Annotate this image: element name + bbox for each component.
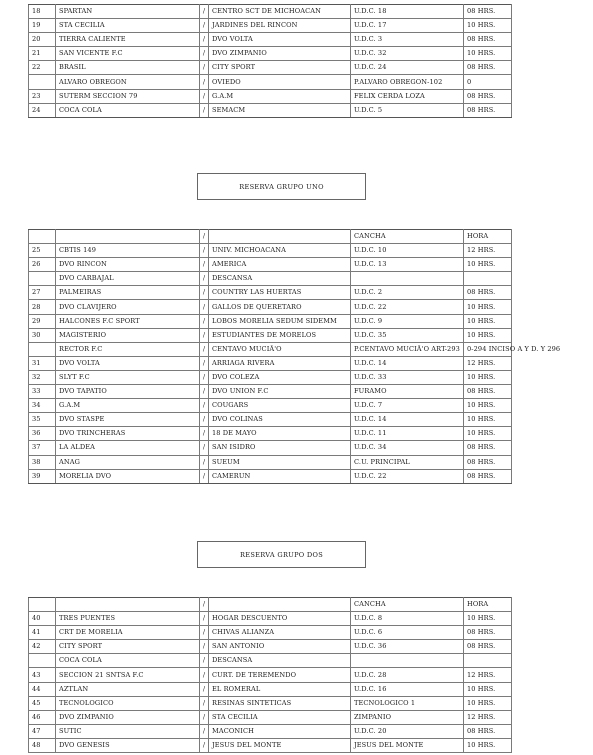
court: U.D.C. 13 xyxy=(351,258,464,272)
header-time: HORA xyxy=(464,598,512,612)
court: U.D.C. 16 xyxy=(351,682,464,696)
time: 10 HRS. xyxy=(464,314,512,328)
separator: / xyxy=(200,89,209,103)
match-number: 35 xyxy=(29,413,56,427)
table-row xyxy=(29,710,512,724)
time: 10 HRS. xyxy=(464,696,512,710)
home-team: CBTIS 149 xyxy=(56,244,200,258)
table-row xyxy=(29,385,512,399)
time: 10 HRS. xyxy=(464,427,512,441)
away-team: SAN ISIDRO xyxy=(209,441,351,455)
separator: / xyxy=(200,626,209,640)
time: 12 HRS. xyxy=(464,356,512,370)
time: 08 HRS. xyxy=(464,33,512,47)
match-number: 34 xyxy=(29,399,56,413)
table-row xyxy=(29,356,512,370)
time: 10 HRS. xyxy=(464,612,512,626)
home-team: SLYT F.C xyxy=(56,370,200,384)
away-team: RESINAS SINTETICAS xyxy=(209,696,351,710)
time: 0-294 INCISO A Y D. Y 296 xyxy=(464,342,512,356)
home-team: ANAG xyxy=(56,455,200,469)
time: 10 HRS. xyxy=(464,738,512,752)
home-team: SAN VICENTE F.C xyxy=(56,47,200,61)
table-row xyxy=(29,89,512,103)
court: U.D.C. 3 xyxy=(351,33,464,47)
table-row xyxy=(29,455,512,469)
court: U.D.C. 10 xyxy=(351,244,464,258)
separator: / xyxy=(200,612,209,626)
time: 08 HRS. xyxy=(464,455,512,469)
table-row xyxy=(29,75,512,89)
schedule-table-reserva-uno xyxy=(28,229,561,484)
match-number: 26 xyxy=(29,258,56,272)
home-team: LA ALDEA xyxy=(56,441,200,455)
match-number: 19 xyxy=(29,19,56,33)
home-team: DVO VOLTA xyxy=(56,356,200,370)
away-team: 18 DE MAYO xyxy=(209,427,351,441)
separator: / xyxy=(200,682,209,696)
away-team: CAMERUN xyxy=(209,469,351,483)
home-team: CRT DE MORELIA xyxy=(56,626,200,640)
table-row xyxy=(29,626,512,640)
away-team: SAN ANTONIO xyxy=(209,640,351,654)
match-number xyxy=(29,342,56,356)
table-row xyxy=(29,328,512,342)
table-row xyxy=(29,640,512,654)
header-number xyxy=(29,598,56,612)
time: 10 HRS. xyxy=(464,328,512,342)
home-team: RECTOR F.C xyxy=(56,342,200,356)
schedule-table-reserva-dos xyxy=(28,597,512,753)
time: 08 HRS. xyxy=(464,89,512,103)
away-team: SEMACM xyxy=(209,103,351,117)
match-number: 24 xyxy=(29,103,56,117)
court xyxy=(351,654,464,668)
away-team: CITY SPORT xyxy=(209,61,351,75)
court: P.CENTAVO MUCIÃ'O ART-293 xyxy=(351,342,464,356)
court: U.D.C. 34 xyxy=(351,441,464,455)
header-court: CANCHA xyxy=(351,230,464,244)
match-number: 42 xyxy=(29,640,56,654)
home-team: SECCION 21 SNTSA F.C xyxy=(56,668,200,682)
table-row xyxy=(29,399,512,413)
home-team: DVO TAPATIO xyxy=(56,385,200,399)
match-number: 29 xyxy=(29,314,56,328)
home-team: AZTLAN xyxy=(56,682,200,696)
match-number xyxy=(29,75,56,89)
match-number: 30 xyxy=(29,328,56,342)
separator: / xyxy=(200,654,209,668)
home-team: COCA COLA xyxy=(56,654,200,668)
match-number: 22 xyxy=(29,61,56,75)
separator: / xyxy=(200,710,209,724)
separator: / xyxy=(200,75,209,89)
time: 08 HRS. xyxy=(464,385,512,399)
time: 12 HRS. xyxy=(464,244,512,258)
table-row xyxy=(29,61,512,75)
separator: / xyxy=(200,258,209,272)
court: P.ALVARO OBREGON-102 xyxy=(351,75,464,89)
table-row xyxy=(29,427,512,441)
table-row xyxy=(29,682,512,696)
away-team: DVO COLEZA xyxy=(209,370,351,384)
table-row xyxy=(29,612,512,626)
court: U.D.C. 36 xyxy=(351,640,464,654)
home-team: MAGISTERIO xyxy=(56,328,200,342)
court: JESUS DEL MONTE xyxy=(351,738,464,752)
table-row xyxy=(29,47,512,61)
court xyxy=(351,272,464,286)
away-team: OVIEDO xyxy=(209,75,351,89)
table-row xyxy=(29,469,512,483)
home-team: TECNOLOGICO xyxy=(56,696,200,710)
match-number: 48 xyxy=(29,738,56,752)
separator: / xyxy=(200,328,209,342)
section-title-text: RESERVA GRUPO DOS xyxy=(239,550,324,559)
separator: / xyxy=(200,61,209,75)
time: 10 HRS. xyxy=(464,413,512,427)
time: 12 HRS. xyxy=(464,668,512,682)
table-row xyxy=(29,696,512,710)
home-team: ALVARO OBREGON xyxy=(56,75,200,89)
match-number: 31 xyxy=(29,356,56,370)
match-number: 23 xyxy=(29,89,56,103)
court: U.D.C. 28 xyxy=(351,668,464,682)
separator: / xyxy=(200,356,209,370)
table-row xyxy=(29,370,512,384)
header-time: HORA xyxy=(464,230,512,244)
match-number: 41 xyxy=(29,626,56,640)
separator: / xyxy=(200,286,209,300)
schedule-table-reserva-uno-body xyxy=(29,230,561,484)
away-team: CHIVAS ALIANZA xyxy=(209,626,351,640)
time: 10 HRS. xyxy=(464,682,512,696)
time: 08 HRS. xyxy=(464,469,512,483)
time: 08 HRS. xyxy=(464,286,512,300)
table-row xyxy=(29,19,512,33)
court: U.D.C. 9 xyxy=(351,314,464,328)
court: ZIMPANIO xyxy=(351,710,464,724)
table-row xyxy=(29,738,512,752)
away-team: DVO VOLTA xyxy=(209,33,351,47)
away-team: DVO COLINAS xyxy=(209,413,351,427)
away-team: UNIV. MICHOACANA xyxy=(209,244,351,258)
court: U.D.C. 11 xyxy=(351,427,464,441)
separator: / xyxy=(200,413,209,427)
separator: / xyxy=(200,342,209,356)
match-number: 45 xyxy=(29,696,56,710)
match-number: 47 xyxy=(29,724,56,738)
time: 08 HRS. xyxy=(464,5,512,19)
section-title-text: RESERVA GRUPO UNO xyxy=(239,182,324,191)
table-row xyxy=(29,654,512,668)
time: 10 HRS. xyxy=(464,399,512,413)
home-team: COCA COLA xyxy=(56,103,200,117)
time xyxy=(464,272,512,286)
away-team: DVO ZIMPANIO xyxy=(209,47,351,61)
away-team: SUEUM xyxy=(209,455,351,469)
home-team: DVO CARBAJAL xyxy=(56,272,200,286)
match-number xyxy=(29,654,56,668)
away-team: EL ROMERAL xyxy=(209,682,351,696)
table-row xyxy=(29,272,512,286)
home-team: TIERRA CALIENTE xyxy=(56,33,200,47)
header-away xyxy=(209,230,351,244)
away-team: STA CECILIA xyxy=(209,710,351,724)
home-team: DVO RINCON xyxy=(56,258,200,272)
away-team: DVO UNION F.C xyxy=(209,385,351,399)
match-number: 39 xyxy=(29,469,56,483)
time: 08 HRS. xyxy=(464,103,512,117)
away-team: ESTUDIANTES DE MORELOS xyxy=(209,328,351,342)
header-home xyxy=(56,230,200,244)
away-team: JARDINES DEL RINCON xyxy=(209,19,351,33)
time: 12 HRS. xyxy=(464,710,512,724)
home-team: CITY SPORT xyxy=(56,640,200,654)
away-team: HOGAR DESCUENTO xyxy=(209,612,351,626)
time: 10 HRS. xyxy=(464,370,512,384)
home-team: MORELIA DVO xyxy=(56,469,200,483)
separator: / xyxy=(200,427,209,441)
match-number: 21 xyxy=(29,47,56,61)
separator: / xyxy=(200,441,209,455)
court: U.D.C. 6 xyxy=(351,626,464,640)
match-number: 43 xyxy=(29,668,56,682)
header-separator: / xyxy=(200,598,209,612)
table-row xyxy=(29,314,512,328)
separator: / xyxy=(200,5,209,19)
table-row xyxy=(29,103,512,117)
away-team: JESUS DEL MONTE xyxy=(209,738,351,752)
table-row xyxy=(29,668,512,682)
court: U.D.C. 22 xyxy=(351,469,464,483)
table-row xyxy=(29,724,512,738)
table-header-row xyxy=(29,598,512,612)
table-row xyxy=(29,5,512,19)
home-team: DVO CLAVIJERO xyxy=(56,300,200,314)
match-number: 36 xyxy=(29,427,56,441)
away-team: CENTRO SCT DE MICHOACAN xyxy=(209,5,351,19)
home-team: TRES PUENTES xyxy=(56,612,200,626)
away-team: ARRIAGA RIVERA xyxy=(209,356,351,370)
schedule-table-top-body xyxy=(29,5,512,118)
court: U.D.C. 2 xyxy=(351,286,464,300)
section-title-reserva-grupo-uno xyxy=(197,173,366,200)
court: FELIX CERDA LOZA xyxy=(351,89,464,103)
court: U.D.C. 20 xyxy=(351,724,464,738)
separator: / xyxy=(200,19,209,33)
table-row xyxy=(29,300,512,314)
court: U.D.C. 32 xyxy=(351,47,464,61)
header-number xyxy=(29,230,56,244)
separator: / xyxy=(200,103,209,117)
court: U.D.C. 33 xyxy=(351,370,464,384)
match-number: 32 xyxy=(29,370,56,384)
home-team: HALCONES F.C SPORT xyxy=(56,314,200,328)
away-team: MACONICH xyxy=(209,724,351,738)
header-court: CANCHA xyxy=(351,598,464,612)
separator: / xyxy=(200,33,209,47)
match-number: 40 xyxy=(29,612,56,626)
court: U.D.C. 8 xyxy=(351,612,464,626)
separator: / xyxy=(200,385,209,399)
separator: / xyxy=(200,455,209,469)
court: U.D.C. 24 xyxy=(351,61,464,75)
separator: / xyxy=(200,314,209,328)
match-number: 44 xyxy=(29,682,56,696)
time: 0 xyxy=(464,75,512,89)
table-row xyxy=(29,33,512,47)
home-team: SPARTAN xyxy=(56,5,200,19)
time: 08 HRS. xyxy=(464,61,512,75)
separator: / xyxy=(200,724,209,738)
time: 08 HRS. xyxy=(464,626,512,640)
match-number: 28 xyxy=(29,300,56,314)
away-team: COUNTRY LAS HUERTAS xyxy=(209,286,351,300)
separator: / xyxy=(200,272,209,286)
court: C.U. PRINCIPAL xyxy=(351,455,464,469)
time xyxy=(464,654,512,668)
match-number: 18 xyxy=(29,5,56,19)
away-team: DESCANSA xyxy=(209,654,351,668)
court: U.D.C. 35 xyxy=(351,328,464,342)
away-team: LOBOS MORELIA SEDUM SIDEMM xyxy=(209,314,351,328)
away-team: CENTAVO MUCIÃ'O xyxy=(209,342,351,356)
table-header-row xyxy=(29,230,512,244)
header-away xyxy=(209,598,351,612)
schedule-table-reserva-dos-body xyxy=(29,598,512,753)
match-number: 27 xyxy=(29,286,56,300)
home-team: PALMEIRAS xyxy=(56,286,200,300)
separator: / xyxy=(200,370,209,384)
home-team: DVO STASPE xyxy=(56,413,200,427)
away-team: CURT. DE TEREMENDO xyxy=(209,668,351,682)
match-number: 33 xyxy=(29,385,56,399)
table-row xyxy=(29,441,512,455)
time: 10 HRS. xyxy=(464,47,512,61)
table-row xyxy=(29,244,512,258)
match-number: 37 xyxy=(29,441,56,455)
header-home xyxy=(56,598,200,612)
away-team: AMERICA xyxy=(209,258,351,272)
separator: / xyxy=(200,668,209,682)
court: U.D.C. 22 xyxy=(351,300,464,314)
court: U.D.C. 14 xyxy=(351,413,464,427)
home-team: DVO GENESIS xyxy=(56,738,200,752)
separator: / xyxy=(200,244,209,258)
match-number: 46 xyxy=(29,710,56,724)
away-team: G.A.M xyxy=(209,89,351,103)
match-number: 38 xyxy=(29,455,56,469)
match-number: 20 xyxy=(29,33,56,47)
time: 08 HRS. xyxy=(464,640,512,654)
home-team: SUTERM SECCION 79 xyxy=(56,89,200,103)
table-row xyxy=(29,286,512,300)
home-team: STA CECILIA xyxy=(56,19,200,33)
separator: / xyxy=(200,47,209,61)
court: U.D.C. 17 xyxy=(351,19,464,33)
court: FURAMO xyxy=(351,385,464,399)
away-team: COUGARS xyxy=(209,399,351,413)
time: 08 HRS. xyxy=(464,724,512,738)
away-team: GALLOS DE QUERETARO xyxy=(209,300,351,314)
home-team: SUTIC xyxy=(56,724,200,738)
separator: / xyxy=(200,640,209,654)
time: 10 HRS. xyxy=(464,258,512,272)
separator: / xyxy=(200,399,209,413)
court: U.D.C. 18 xyxy=(351,5,464,19)
time: 08 HRS. xyxy=(464,441,512,455)
court: U.D.C. 5 xyxy=(351,103,464,117)
match-number xyxy=(29,272,56,286)
home-team: BRASIL xyxy=(56,61,200,75)
match-number: 25 xyxy=(29,244,56,258)
separator: / xyxy=(200,300,209,314)
table-row xyxy=(29,342,512,356)
schedule-table-top xyxy=(28,4,512,118)
home-team: DVO ZIMPANIO xyxy=(56,710,200,724)
separator: / xyxy=(200,696,209,710)
home-team: G.A.M xyxy=(56,399,200,413)
court: TECNOLOGICO 1 xyxy=(351,696,464,710)
time: 10 HRS. xyxy=(464,300,512,314)
away-team: DESCANSA xyxy=(209,272,351,286)
court: U.D.C. 14 xyxy=(351,356,464,370)
time: 10 HRS. xyxy=(464,19,512,33)
home-team: DVO TRINCHERAS xyxy=(56,427,200,441)
header-separator: / xyxy=(200,230,209,244)
separator: / xyxy=(200,738,209,752)
table-row xyxy=(29,258,512,272)
court: U.D.C. 7 xyxy=(351,399,464,413)
separator: / xyxy=(200,469,209,483)
section-title-reserva-grupo-dos xyxy=(197,541,366,568)
table-row xyxy=(29,413,512,427)
